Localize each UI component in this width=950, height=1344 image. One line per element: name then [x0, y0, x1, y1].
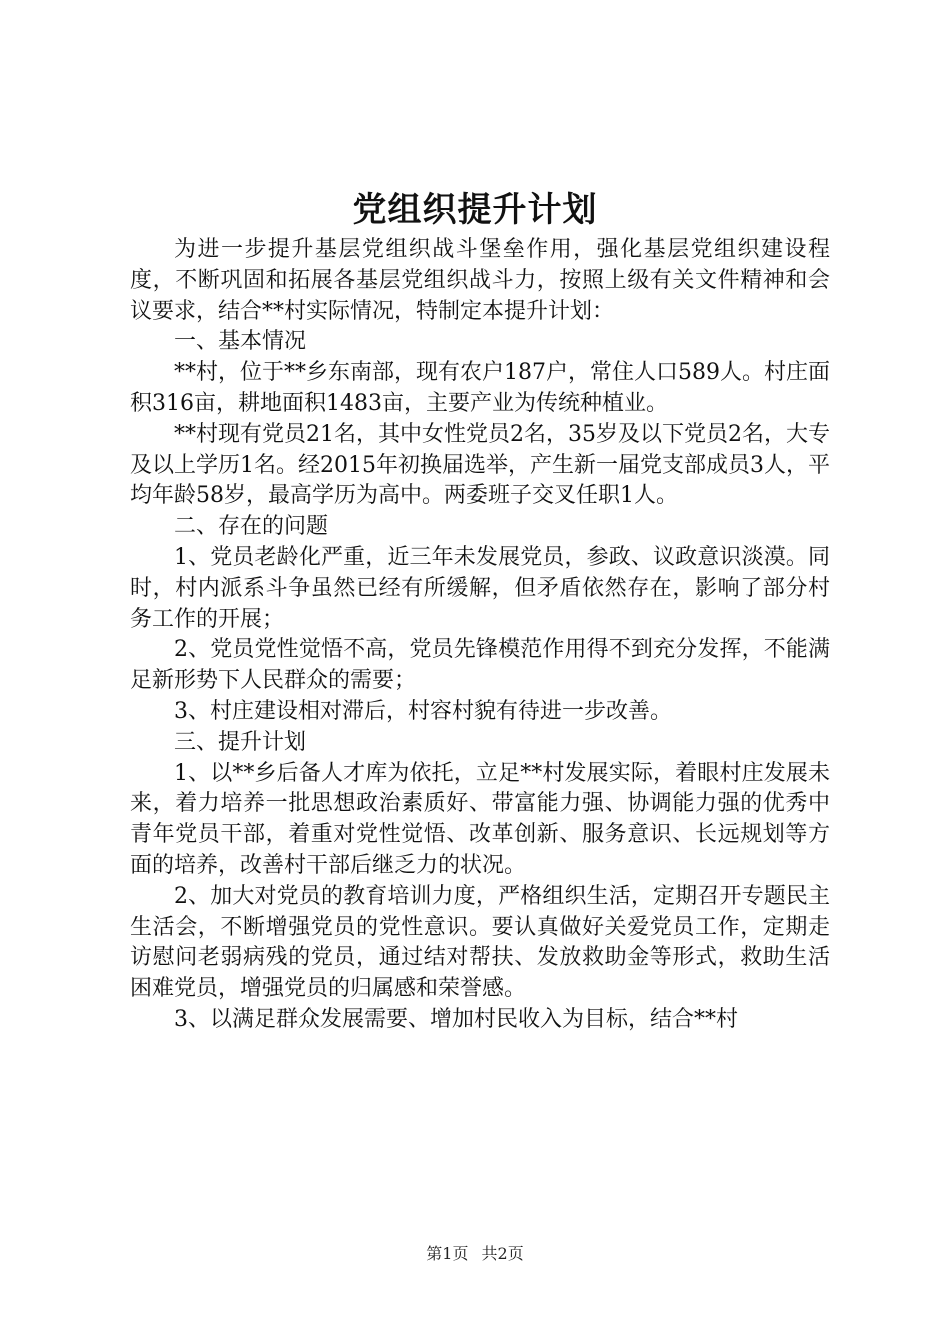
body-paragraph: 2、加大对党员的教育培训力度，严格组织生活，定期召开专题民主生活会，不断增强党员的党性意识。要认真做好关爱党员工作，定期走访慰问老弱病残的党员，通过结对帮扶、发放救助金等形式，救助生活困难党员，增强党员的归属感和荣誉感。: [130, 883, 830, 1002]
page-footer: [0, 1241, 950, 1264]
section-heading-plan: 三、提升计划: [174, 729, 307, 755]
body-paragraph: 3、村庄建设相对滞后，村容村貌有待进一步改善。: [174, 698, 672, 724]
document-body: [130, 235, 830, 1036]
body-paragraph: 1、以**乡后备人才库为依托，立足**村发展实际，着眼村庄发展未来，着力培养一批思想政治素质好、带富能力强、协调能力强的优秀中青年党员干部，着重对党性觉悟、改革创新、服务意识、长远规划等方面的培养，改善村干部后继乏力的状况。: [130, 760, 830, 878]
page-number: 第1页: [426, 1244, 469, 1263]
body-paragraph: **村，位于**乡东南部，现有农户187户，常住人口589人。村庄面积316亩，耕地面积1483亩，主要产业为传统种植业。: [130, 360, 830, 416]
body-paragraph: **村现有党员21名，其中女性党员2名，35岁及以下党员2名，大专及以上学历1名。经2015年初换届选举，产生新一届党支部成员3人，平均年龄58岁，最高学历为高中。两委班子交叉任职1人。: [130, 421, 830, 509]
body-paragraph: 2、党员党性觉悟不高，党员先锋模范作用得不到充分发挥，不能满足新形势下人民群众的需要；: [130, 637, 830, 694]
section-heading-problems: 二、存在的问题: [174, 514, 329, 540]
body-paragraph: 3、以满足群众发展需要、增加村民收入为目标，结合**村: [174, 1006, 738, 1032]
section-heading-basic: 一、基本情况: [174, 329, 307, 355]
intro-paragraph: 为进一步提升基层党组织战斗堡垒作用，强化基层党组织建设程度，不断巩固和拓展各基层党组织战斗力，按照上级有关文件精神和会议要求，结合**村实际情况，特制定本提升计划：: [130, 237, 830, 324]
body-paragraph: 1、党员老龄化严重，近三年未发展党员，参政、议政意识淡漠。同时，村内派系斗争虽然已经有所缓解，但矛盾依然存在，影响了部分村务工作的开展；: [130, 544, 830, 632]
document-title: 党组织提升计划: [352, 190, 598, 230]
page-total: 共2页: [481, 1244, 524, 1263]
